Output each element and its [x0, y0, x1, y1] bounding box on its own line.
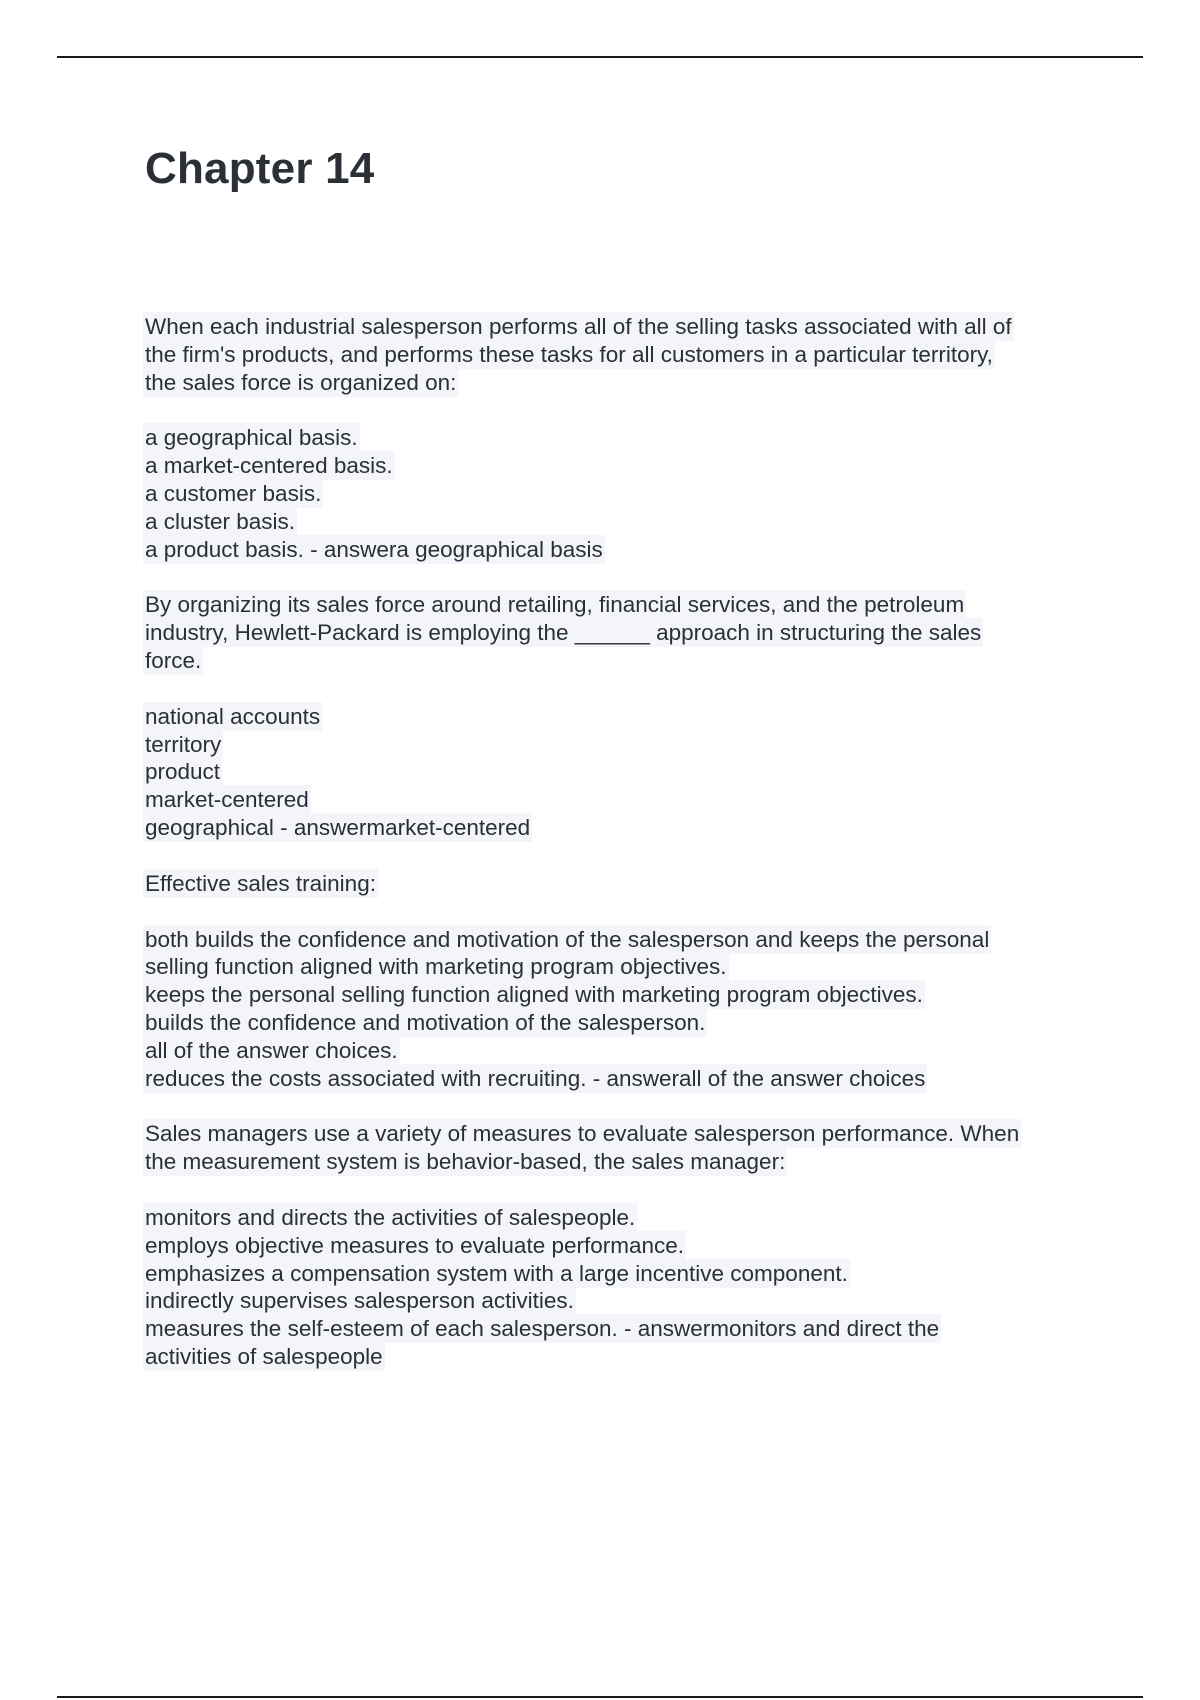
question-text: Effective sales training:	[145, 870, 376, 896]
answer-choice: both builds the confidence and motivation of the salesperson and keeps the personal	[145, 926, 990, 952]
question-text: Sales managers use a variety of measures to evaluate salesperson performance. When	[145, 1121, 1020, 1147]
answer-choice: a customer basis.	[145, 480, 322, 506]
page-title: Chapter 14	[145, 144, 375, 193]
answer-choice: all of the answer choices.	[145, 1037, 398, 1063]
answer-choice: monitors and directs the activities of salespeople.	[145, 1204, 636, 1230]
answer-choice: emphasizes a compensation system with a large incentive component.	[145, 1260, 848, 1286]
answer-choice: national accounts	[145, 703, 321, 729]
question-text: By organizing its sales force around retailing, financial services, and the petroleum	[145, 592, 965, 618]
answer-choice: selling function aligned with marketing program objectives.	[145, 954, 727, 980]
spacer	[145, 1176, 1095, 1204]
answer-choice: employs objective measures to evaluate performance.	[145, 1232, 685, 1258]
answer-choice-with-answer: measures the self-esteem of each salesperson. - answermonitors and direct the	[145, 1316, 940, 1342]
answer-choice: a market-centered basis.	[145, 453, 393, 479]
question-text: industry, Hewlett-Packard is employing the ______ approach in structuring the sales	[145, 620, 982, 646]
answer-choice: keeps the personal selling function aligned with marketing program objectives.	[145, 982, 923, 1008]
document-body	[145, 313, 1095, 1399]
top-rule	[57, 56, 1143, 58]
answer-choice: a cluster basis.	[145, 508, 296, 534]
question-block-2	[145, 591, 1095, 841]
question-text: When each industrial salesperson performs all of the selling tasks associated with all of	[145, 314, 1012, 339]
answer-choice: territory	[145, 731, 222, 757]
answer-choice-with-answer: geographical - answermarket-centered	[145, 814, 531, 840]
question-text: the firm's products, and performs these tasks for all customers in a particular territory,	[145, 341, 993, 367]
question-block-3	[145, 870, 1095, 1093]
question-block-1	[145, 313, 1095, 563]
question-text: the measurement system is behavior-based, the sales manager:	[145, 1149, 786, 1175]
answer-choice-with-answer: a product basis. - answera geographical basis	[145, 536, 603, 562]
spacer	[145, 898, 1095, 926]
answer-choice: product	[145, 759, 221, 785]
question-text: force.	[145, 647, 202, 673]
answer-choice-with-answer: reduces the costs associated with recruiting. - answerall of the answer choices	[145, 1065, 926, 1091]
question-text: the sales force is organized on:	[145, 369, 457, 395]
answer-choice: indirectly supervises salesperson activities.	[145, 1288, 574, 1314]
bottom-rule	[57, 1696, 1143, 1698]
answer-choice: market-centered	[145, 787, 309, 813]
answer-choice-with-answer: activities of salespeople	[145, 1343, 383, 1369]
question-block-4	[145, 1120, 1095, 1370]
spacer	[145, 396, 1095, 424]
answer-choice: builds the confidence and motivation of the salesperson.	[145, 1009, 706, 1035]
spacer	[145, 675, 1095, 703]
answer-choice: a geographical basis.	[145, 425, 358, 451]
